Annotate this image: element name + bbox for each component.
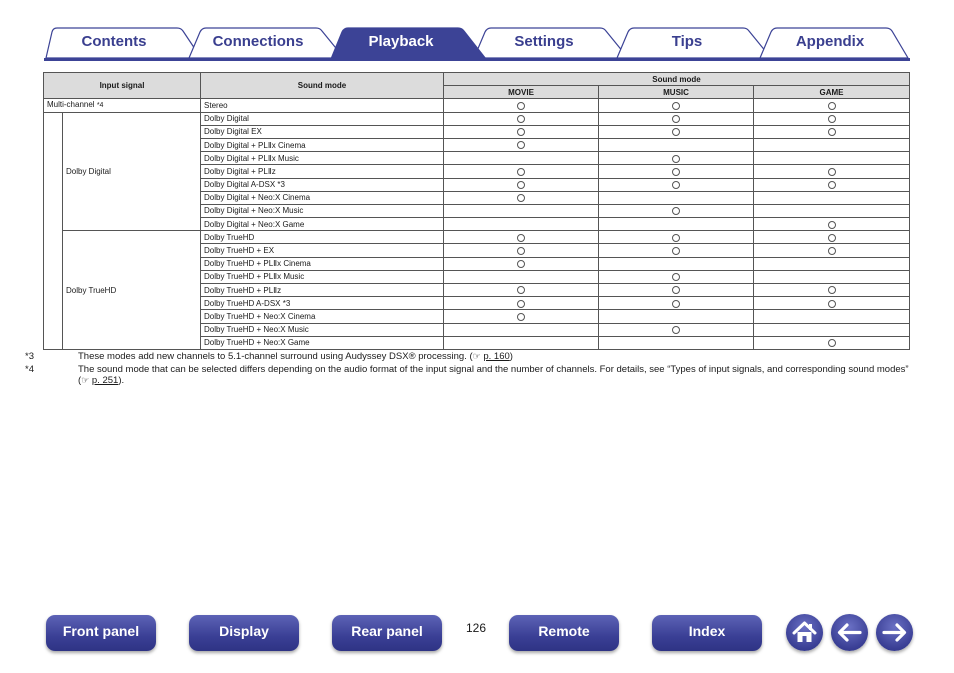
music-cell	[599, 323, 754, 336]
game-cell	[754, 138, 910, 151]
music-cell	[599, 297, 754, 310]
movie-cell	[444, 297, 599, 310]
table-body	[44, 99, 910, 350]
music-cell	[599, 125, 754, 138]
sound-mode-name: Dolby Digital EX	[201, 125, 444, 138]
movie-cell	[444, 178, 599, 191]
header-movie: MOVIE	[444, 86, 599, 99]
available-mark-icon	[672, 247, 680, 255]
page-number: 126	[465, 621, 487, 635]
sound-mode-table	[43, 72, 910, 350]
input-signal-group: Dolby Digital	[63, 112, 201, 231]
header-sound-mode-group: Sound mode	[444, 73, 910, 86]
indent-cell	[44, 310, 63, 323]
indent-cell	[44, 257, 63, 270]
tab-connections[interactable]: Connections	[212, 33, 304, 50]
game-cell	[754, 310, 910, 323]
available-mark-icon	[828, 168, 836, 176]
tab-appendix[interactable]: Appendix	[795, 33, 865, 50]
movie-cell	[444, 323, 599, 336]
available-mark-icon	[672, 102, 680, 110]
available-mark-icon	[517, 115, 525, 123]
table-row	[44, 231, 910, 244]
footnote-marker: *3	[25, 351, 34, 362]
available-mark-icon	[672, 207, 680, 215]
available-mark-icon	[672, 326, 680, 334]
top-tab-bar	[44, 27, 910, 62]
music-cell	[599, 244, 754, 257]
footnote-ref: *4	[96, 102, 104, 110]
music-cell	[599, 112, 754, 125]
game-cell	[754, 257, 910, 270]
movie-cell	[444, 231, 599, 244]
page-reference-link[interactable]: p. 160	[483, 351, 510, 362]
available-mark-icon	[672, 181, 680, 189]
footnote-text: The sound mode that can be selected differs depending on the audio format of the input signal and the number of channels. For details, see “Types of input signals, and corresponding sound modes” (	[78, 363, 909, 386]
movie-cell	[444, 310, 599, 323]
pointing-hand-icon: ☞	[81, 375, 90, 385]
available-mark-icon	[672, 300, 680, 308]
available-mark-icon	[672, 115, 680, 123]
game-cell	[754, 270, 910, 283]
movie-cell	[444, 284, 599, 297]
available-mark-icon	[828, 102, 836, 110]
available-mark-icon	[517, 128, 525, 136]
indent-cell	[44, 178, 63, 191]
available-mark-icon	[517, 313, 525, 321]
sound-mode-name: Dolby Digital + Neo:X Game	[201, 218, 444, 231]
available-mark-icon	[828, 234, 836, 242]
sound-mode-name: Dolby TrueHD	[201, 231, 444, 244]
music-cell	[599, 99, 754, 112]
available-mark-icon	[672, 286, 680, 294]
sound-mode-name: Dolby TrueHD + PLⅡx Cinema	[201, 257, 444, 270]
game-cell	[754, 336, 910, 349]
sound-mode-name: Dolby Digital + PLⅡx Cinema	[201, 138, 444, 151]
forward-button[interactable]	[876, 614, 913, 651]
sound-mode-name: Dolby Digital + Neo:X Cinema	[201, 191, 444, 204]
movie-cell	[444, 99, 599, 112]
movie-cell	[444, 270, 599, 283]
indent-cell	[44, 231, 63, 244]
available-mark-icon	[672, 273, 680, 281]
indent-cell	[44, 244, 63, 257]
indent-cell	[44, 152, 63, 165]
available-mark-icon	[672, 155, 680, 163]
music-cell	[599, 310, 754, 323]
sound-mode-name: Dolby Digital A-DSX *3	[201, 178, 444, 191]
available-mark-icon	[517, 300, 525, 308]
indent-cell	[44, 297, 63, 310]
available-mark-icon	[828, 221, 836, 229]
sound-mode-name: Dolby TrueHD + PLⅡz	[201, 284, 444, 297]
music-cell	[599, 270, 754, 283]
footnotes	[25, 351, 910, 388]
available-mark-icon	[517, 102, 525, 110]
available-mark-icon	[517, 194, 525, 202]
game-cell	[754, 125, 910, 138]
available-mark-icon	[828, 115, 836, 123]
footnote-text-end: ).	[118, 375, 125, 386]
indent-cell	[44, 204, 63, 217]
indent-cell	[44, 138, 63, 151]
music-cell	[599, 231, 754, 244]
tab-settings[interactable]: Settings	[514, 33, 574, 50]
sound-mode-name: Dolby Digital + Neo:X Music	[201, 204, 444, 217]
available-mark-icon	[672, 128, 680, 136]
sound-mode-name: Dolby TrueHD + Neo:X Game	[201, 336, 444, 349]
available-mark-icon	[672, 234, 680, 242]
rear-panel-button[interactable]: Rear panel	[332, 615, 442, 651]
footnote-4	[25, 364, 910, 387]
arrow-left-icon	[831, 614, 868, 651]
tab-contents[interactable]: Contents	[81, 33, 147, 50]
available-mark-icon	[517, 181, 525, 189]
input-signal-group: Dolby TrueHD	[63, 231, 201, 350]
indent-cell	[44, 218, 63, 231]
header-game: GAME	[754, 86, 910, 99]
available-mark-icon	[517, 141, 525, 149]
movie-cell	[444, 191, 599, 204]
music-cell	[599, 284, 754, 297]
footnote-3	[25, 351, 910, 363]
available-mark-icon	[828, 128, 836, 136]
input-signal-label: Multi-channel	[47, 100, 95, 110]
pointing-hand-icon: ☞	[472, 351, 481, 361]
movie-cell	[444, 218, 599, 231]
home-icon	[786, 614, 823, 651]
back-button[interactable]	[831, 614, 868, 651]
music-cell	[599, 218, 754, 231]
game-cell	[754, 178, 910, 191]
available-mark-icon	[517, 168, 525, 176]
movie-cell	[444, 244, 599, 257]
indent-cell	[44, 270, 63, 283]
sound-mode-name: Dolby TrueHD + EX	[201, 244, 444, 257]
game-cell	[754, 244, 910, 257]
indent-cell	[44, 191, 63, 204]
available-mark-icon	[828, 247, 836, 255]
game-cell	[754, 218, 910, 231]
movie-cell	[444, 125, 599, 138]
display-button[interactable]: Display	[189, 615, 299, 651]
music-cell	[599, 165, 754, 178]
footnote-text-end: )	[509, 351, 513, 362]
movie-cell	[444, 204, 599, 217]
home-button[interactable]	[786, 614, 823, 651]
game-cell	[754, 152, 910, 165]
game-cell	[754, 297, 910, 310]
indent-cell	[44, 336, 63, 349]
available-mark-icon	[828, 181, 836, 189]
indent-cell	[44, 284, 63, 297]
sound-mode-name: Dolby TrueHD A-DSX *3	[201, 297, 444, 310]
music-cell	[599, 257, 754, 270]
game-cell	[754, 323, 910, 336]
indent-cell	[44, 112, 63, 125]
game-cell	[754, 165, 910, 178]
music-cell	[599, 138, 754, 151]
game-cell	[754, 99, 910, 112]
music-cell	[599, 204, 754, 217]
movie-cell	[444, 138, 599, 151]
movie-cell	[444, 257, 599, 270]
available-mark-icon	[517, 234, 525, 242]
movie-cell	[444, 152, 599, 165]
sound-mode-name: Stereo	[201, 99, 444, 112]
sound-mode-name: Dolby TrueHD + PLⅡx Music	[201, 270, 444, 283]
header-music: MUSIC	[599, 86, 754, 99]
music-cell	[599, 178, 754, 191]
indent-cell	[44, 165, 63, 178]
available-mark-icon	[672, 168, 680, 176]
available-mark-icon	[517, 286, 525, 294]
music-cell	[599, 336, 754, 349]
available-mark-icon	[828, 286, 836, 294]
indent-cell	[44, 323, 63, 336]
footnote-marker: *4	[25, 363, 34, 375]
movie-cell	[444, 165, 599, 178]
arrow-right-icon	[876, 614, 913, 651]
available-mark-icon	[517, 247, 525, 255]
movie-cell	[444, 112, 599, 125]
header-sound-mode: Sound mode	[201, 73, 444, 99]
tab-playback[interactable]: Playback	[368, 33, 434, 50]
input-signal-multichannel	[44, 99, 201, 112]
sound-mode-name: Dolby Digital + PLⅡx Music	[201, 152, 444, 165]
game-cell	[754, 112, 910, 125]
available-mark-icon	[517, 260, 525, 268]
movie-cell	[444, 336, 599, 349]
sound-mode-name: Dolby TrueHD + Neo:X Cinema	[201, 310, 444, 323]
table-row	[44, 99, 910, 112]
sound-mode-name: Dolby TrueHD + Neo:X Music	[201, 323, 444, 336]
index-button[interactable]: Index	[652, 615, 762, 651]
game-cell	[754, 284, 910, 297]
remote-button[interactable]: Remote	[509, 615, 619, 651]
game-cell	[754, 231, 910, 244]
music-cell	[599, 152, 754, 165]
table-row	[44, 112, 910, 125]
indent-cell	[44, 125, 63, 138]
available-mark-icon	[828, 300, 836, 308]
game-cell	[754, 204, 910, 217]
front-panel-button[interactable]: Front panel	[46, 615, 156, 651]
page-reference-link[interactable]: p. 251	[91, 375, 119, 386]
tab-tips[interactable]: Tips	[671, 33, 703, 50]
available-mark-icon	[828, 339, 836, 347]
tab-underline	[44, 58, 910, 61]
footnote-text: These modes add new channels to 5.1-channel surround using Audyssey DSX® processing. (	[78, 351, 473, 362]
game-cell	[754, 191, 910, 204]
music-cell	[599, 191, 754, 204]
sound-mode-name: Dolby Digital + PLⅡz	[201, 165, 444, 178]
sound-mode-name: Dolby Digital	[201, 112, 444, 125]
header-input-signal: Input signal	[44, 73, 201, 99]
